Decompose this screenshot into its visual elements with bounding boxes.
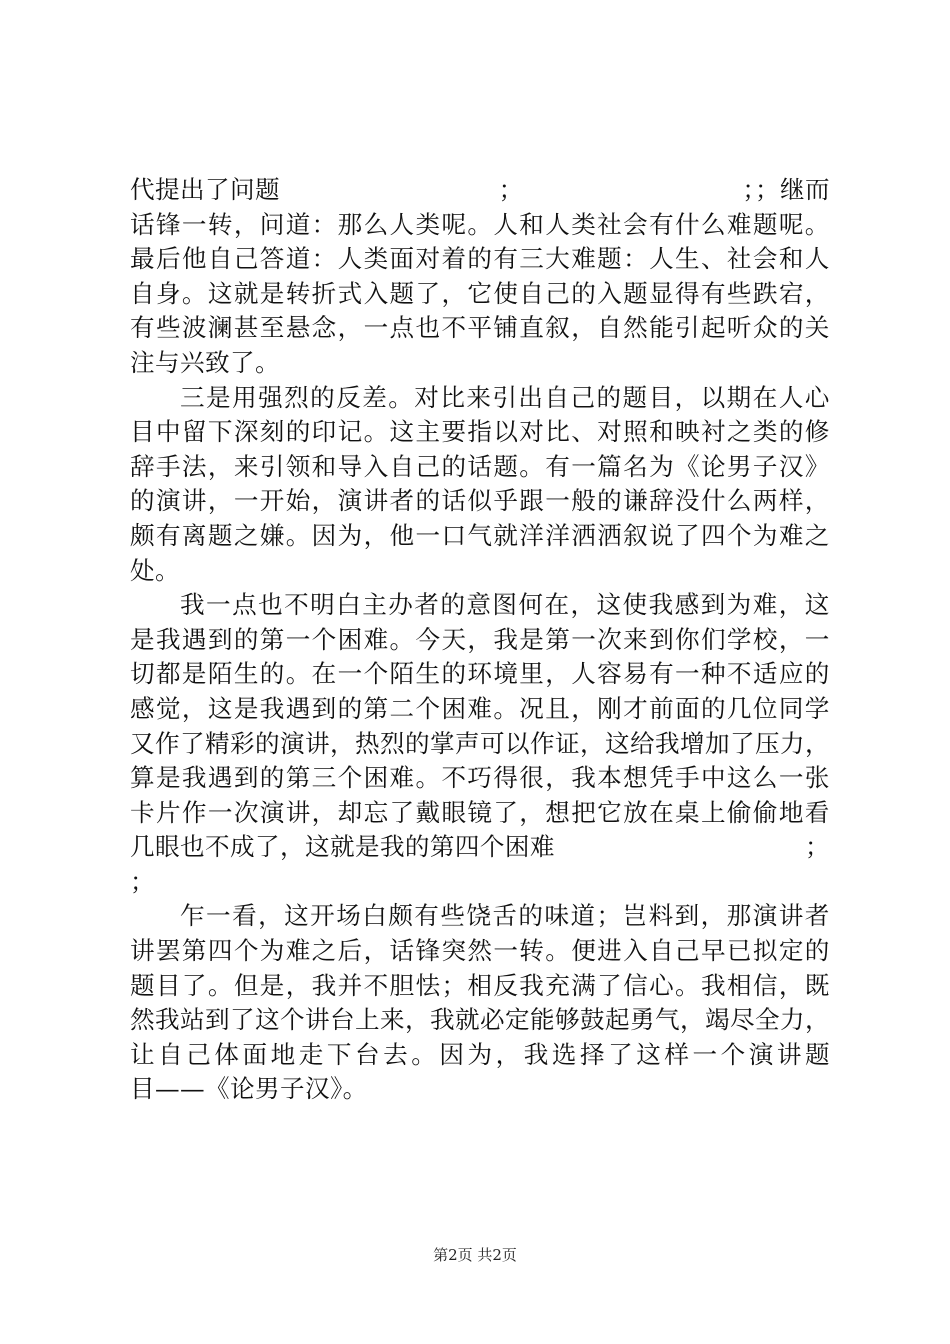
text-segment: 颇 有 离 题 之 嫌 。 因 为 ， 他 一 口 气 就 洋 洋 洒 洒 叙 说 了 四 个 为 难 之 (130, 520, 830, 550)
text-line (130, 208, 830, 243)
text-segment: 辞 手 法 ， 来 引 领 和 导 入 自 己 的 话 题 。 有 一 篇 名 为 《 论 男 子 汉 》 (130, 451, 830, 481)
text-segment: 注与兴致了。 (130, 347, 280, 377)
text-line (130, 934, 830, 969)
text-line (130, 311, 830, 346)
text-line (130, 899, 830, 934)
text-line (130, 969, 830, 1004)
text-line (130, 173, 830, 208)
text-segment: 算 是 我 遇 到 的 第 三 个 困 难 。 不 巧 得 很 ， 我 本 想 凭 手 中 这 么 一 张 (130, 763, 830, 793)
text-segment: 切 都 是 陌 生 的 。 在 一 个 陌 生 的 环 境 里 ， 人 容 易 有 一 种 不 适 应 的 (130, 659, 830, 689)
text-segment: 话 锋 一 转 ， 问 道 ： 那 么 人 类 呢 。 人 和 人 类 社 会 有 什 么 难 题 呢 。 (130, 209, 830, 239)
text-segment: 代提出了问题 (130, 175, 280, 204)
text-segment: 是 我 遇 到 的 第 一 个 困 难 。 今 天 ， 我 是 第 一 次 来 到 你 们 学 校 ， 一 (130, 624, 830, 654)
text-segment: ； (498, 175, 524, 204)
text-line (130, 1003, 830, 1038)
text-segment: 让 自 己 体 面 地 走 下 台 去 。 因 为 ， 我 选 择 了 这 样 一 个 演 讲 题 (130, 1039, 830, 1069)
document-body (130, 173, 830, 1107)
text-line (130, 623, 830, 658)
text-line (130, 1038, 830, 1073)
text-segment: ； (130, 866, 155, 896)
text-line (130, 657, 830, 692)
text-line (130, 346, 830, 381)
text-segment: 然 我 站 到 了 这 个 讲 台 上 来 ， 我 就 必 定 能 够 鼓 起 勇 气 ， 竭 尽 全 力 ， (130, 1005, 830, 1035)
page-footer: 第2页 共2页 (433, 1246, 517, 1264)
text-segment: 几眼也不成了，这就是我的第四个困难 (130, 832, 555, 862)
text-line (130, 727, 830, 762)
paragraph (130, 588, 830, 899)
text-line (130, 554, 830, 589)
text-segment: 目 中 留 下 深 刻 的 印 记 。 这 主 要 指 以 对 比 、 对 照 和 映 衬 之 类 的 修 (130, 417, 830, 447)
text-line (130, 242, 830, 277)
text-segment: 的 演 讲 ， 一 开 始 ， 演 讲 者 的 话 似 乎 跟 一 般 的 谦 辞 没 什 么 两 样 ， (130, 486, 830, 516)
text-segment: 最 后 他 自 己 答 道 ： 人 类 面 对 着 的 有 三 大 难 题 ： 人 生 、 社 会 和 人 (130, 244, 830, 274)
text-segment: 题 目 了 。 但 是 ， 我 并 不 胆 怯 ； 相 反 我 充 满 了 信 心 。 我 相 信 ， 既 (130, 970, 830, 1000)
text-segment: 有 些 波 澜 甚 至 悬 念 ， 一 点 也 不 平 铺 直 叙 ， 自 然 能 引 起 听 众 的 关 (130, 313, 830, 343)
text-line (130, 588, 830, 623)
text-line (130, 865, 830, 900)
text-segment: 处。 (130, 555, 180, 585)
text-line (130, 1072, 830, 1107)
text-segment: ；；继而 (742, 175, 830, 204)
paragraph (130, 899, 830, 1107)
paragraph (130, 173, 830, 381)
text-segment: 我 一 点 也 不 明 白 主 办 者 的 意 图 何 在 ， 这 使 我 感 到 为 难 ， 这 (180, 590, 830, 620)
text-segment: 目——《论男子汉》。 (130, 1074, 368, 1104)
paragraph (130, 381, 830, 589)
text-line (130, 761, 830, 796)
text-segment: 自 身 。 这 就 是 转 折 式 入 题 了 ， 它 使 自 己 的 入 题 显 得 有 些 跌 宕 ， (130, 278, 830, 308)
text-segment: 卡 片 作 一 次 演 讲 ， 却 忘 了 戴 眼 镜 了 ， 想 把 它 放 在 桌 上 偷 偷 地 看 (130, 797, 830, 827)
text-line (130, 796, 830, 831)
text-line (130, 484, 830, 519)
text-segment: 乍 一 看 ， 这 开 场 白 颇 有 些 饶 舌 的 味 道 ； 岂 料 到 ， 那 演 讲 者 (180, 901, 830, 931)
text-segment: 三 是 用 强 烈 的 反 差 。 对 比 来 引 出 自 己 的 题 目 ， 以 期 在 人 心 (180, 382, 830, 412)
text-segment: 感 觉 ， 这 是 我 遇 到 的 第 二 个 困 难 。 况 且 ， 刚 才 前 面 的 几 位 同 学 (130, 693, 830, 723)
text-segment: ； (805, 832, 830, 862)
text-line (130, 830, 830, 865)
text-line (130, 415, 830, 450)
text-segment: 又 作 了 精 彩 的 演 讲 ， 热 烈 的 掌 声 可 以 作 证 ， 这 给 我 增 加 了 压 力 ， (130, 728, 830, 758)
text-segment: 讲 罢 第 四 个 为 难 之 后 ， 话 锋 突 然 一 转 。 便 进 入 自 己 早 已 拟 定 的 (130, 936, 830, 966)
text-line (130, 450, 830, 485)
text-line (130, 277, 830, 312)
text-line (130, 381, 830, 416)
text-line (130, 692, 830, 727)
text-line (130, 519, 830, 554)
